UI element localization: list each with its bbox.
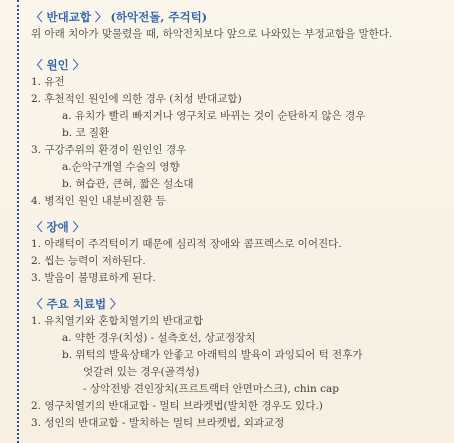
list-item: 2. 후천적인 원인에 의한 경우 (치성 반대교합) — [31, 93, 242, 105]
definition-text: 위 아래 치아가 맞물렸을 때, 하악전치보다 앞으로 나와있는 부정교합을 말한다. — [31, 28, 393, 40]
section-definition-title: 〈 반대교합 〉 — [31, 10, 107, 24]
causes-list — [31, 74, 446, 210]
list-item: 4. 병적인 원인 내분비질환 등 — [31, 195, 166, 207]
section-effects-heading: 〈 장애 〉 — [31, 220, 85, 234]
article-body — [31, 8, 446, 432]
list-item: 1. 유치열기와 혼합치열기의 반대교합 — [31, 315, 204, 327]
list-item: 3. 성인의 반대교합 - 발치하는 멀티 브라켓법, 외과교정 — [31, 417, 285, 429]
list-item: b. 코 질환 — [62, 127, 110, 139]
section-treatment-heading: 〈 주요 치료법 〉 — [31, 297, 122, 311]
list-item: 2. 씹는 능력이 저하된다. — [31, 255, 146, 267]
effects-list — [31, 236, 446, 287]
list-item: a. 유치가 빨리 빠지거나 영구치로 바뀌는 것이 순탄하지 않은 경우 — [62, 110, 366, 122]
list-item: b. 혀습관, 큰혀, 짧은 설소대 — [62, 178, 194, 190]
list-item: 1. 아래턱이 주걱턱이기 때문에 심리적 장애와 콤프렉스로 이어진다. — [31, 238, 342, 250]
list-item: - 상악전방 견인장치(프르트랙터 안면마스크), chin cap — [83, 383, 339, 395]
section-definition-heading — [31, 8, 446, 26]
list-item: 2. 영구치열기의 반대교합 - 멀티 브라켓법(발치한 경우도 있다.) — [31, 400, 323, 412]
dotted-divider — [17, 0, 19, 443]
treatment-list — [31, 313, 446, 432]
list-item: 1. 유전 — [31, 76, 65, 88]
section-definition-subtitle: (하악전돌, 주걱턱) — [110, 10, 208, 24]
list-item: b. 위턱의 발육상태가 안좋고 아래턱의 발육이 과잉되어 턱 전후가 — [62, 349, 363, 361]
list-item: 3. 발음이 불명료하게 된다. — [31, 272, 156, 284]
list-item: 엇갈려 있는 경우(골격성) — [83, 366, 200, 378]
list-item: a.순악구개열 수술의 영향 — [62, 161, 180, 173]
list-item: 3. 구강주위의 환경이 원인인 경우 — [31, 144, 187, 156]
list-item: a. 약한 경우(치성) - 설측호선, 상교정장치 — [62, 332, 256, 344]
section-causes-heading: 〈 원인 〉 — [31, 58, 85, 72]
